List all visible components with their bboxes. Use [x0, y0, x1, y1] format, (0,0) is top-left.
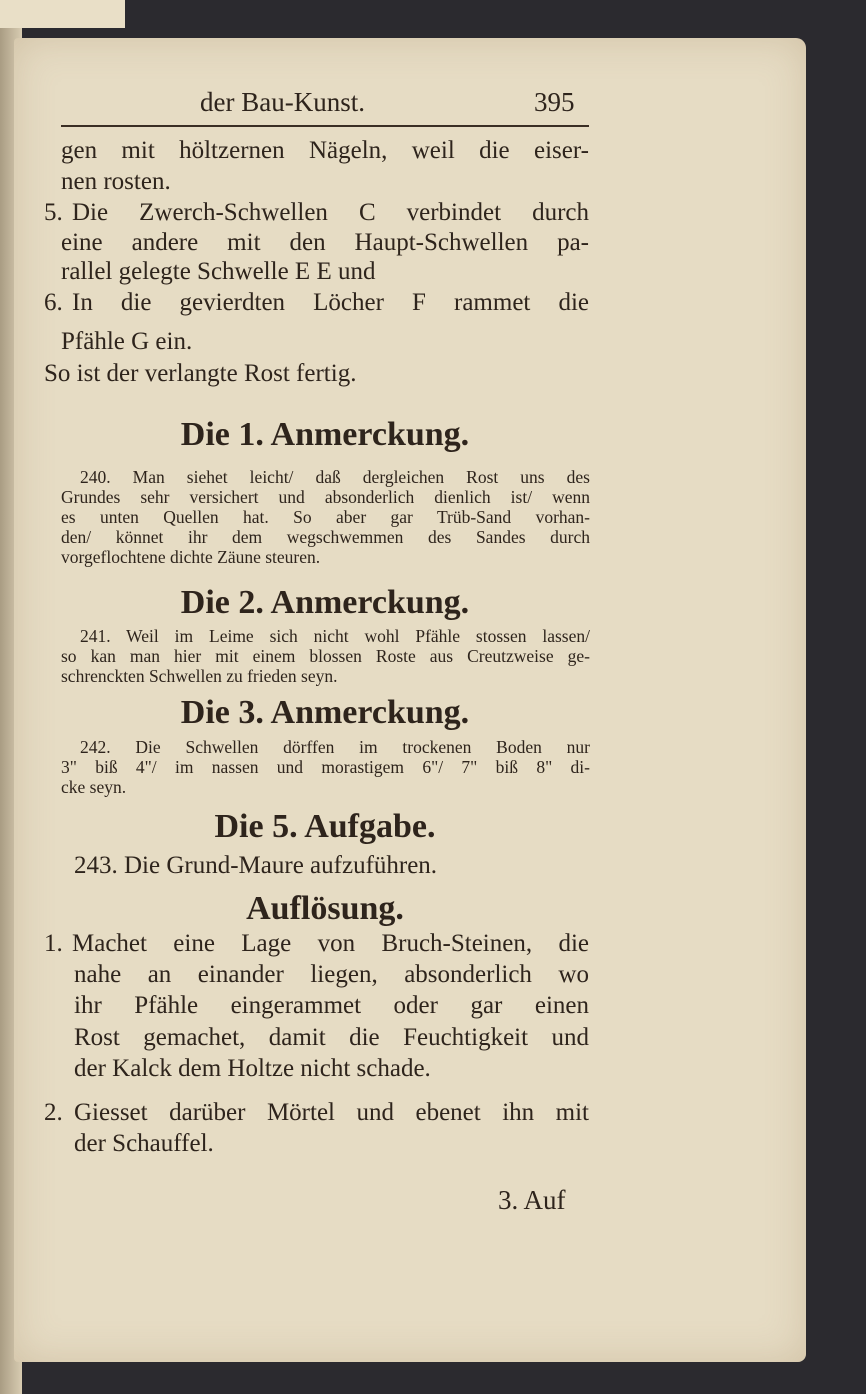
text-line: ihr Pfähle eingerammet oder gar einen	[74, 992, 589, 1019]
text-line: 241. Weil im Leime sich nicht wohl Pfähle stossen lassen/	[80, 626, 590, 646]
item-number: 2.	[44, 1099, 63, 1126]
task-statement: 243. Die Grund-Maure aufzuführen.	[74, 852, 438, 879]
text-line: es unten Quellen hat. So aber gar Trüb-Sand vorhan-	[61, 507, 590, 527]
text-line: rallel gelegte Schwelle E E und	[61, 258, 376, 285]
text-line: 240. Man siehet leicht/ daß dergleichen Rost uns des	[80, 467, 590, 487]
text-line: eine andere mit den Haupt-Schwellen pa-	[61, 229, 589, 256]
text-line: Machet eine Lage von Bruch-Steinen, die	[72, 930, 589, 957]
text-line: 242. Die Schwellen dörffen im trockenen Boden nur	[80, 737, 590, 757]
text-line: vorgeflochtene dichte Zäune steuren.	[61, 547, 321, 567]
text-line: gen mit höltzernen Nägeln, weil die eiser-	[61, 137, 589, 164]
section-heading: Die 2. Anmerckung.	[180, 584, 470, 621]
item-number: 1.	[44, 930, 63, 957]
section-heading: Die 1. Anmerckung.	[180, 416, 470, 453]
text-line: nen rosten.	[61, 168, 171, 195]
text-line: Rost gemachet, damit die Feuchtigkeit und	[74, 1024, 589, 1051]
running-title: der Bau-Kunst.	[200, 87, 365, 117]
section-heading: Die 5. Aufgabe.	[214, 808, 436, 845]
text-line: cke seyn.	[61, 777, 127, 797]
text-line: 3" biß 4"/ im nassen und morastigem 6"/ 7" biß 8" di-	[61, 757, 590, 777]
section-heading: Die 3. Anmerckung.	[180, 694, 470, 731]
text-line: Pfähle G ein.	[61, 328, 193, 355]
text-line: so kan man hier mit einem blossen Roste aus Creutzweise ge-	[61, 646, 590, 666]
text-line: In die gevierdten Löcher F rammet die	[72, 289, 589, 316]
text-line: So ist der verlangte Rost fertig.	[44, 360, 357, 387]
text-line: schrenckten Schwellen zu frieden seyn.	[61, 666, 338, 686]
text-line: Grundes sehr versichert und absonderlich dienlich ist/ wenn	[61, 487, 590, 507]
section-heading: Auflösung.	[246, 890, 404, 927]
text-line: Giesset darüber Mörtel und ebenet ihn mit	[74, 1099, 589, 1126]
text-line: den/ könnet ihr dem wegschwemmen des Sandes durch	[61, 527, 590, 547]
text-line: Die Zwerch-Schwellen C verbindet durch	[72, 199, 589, 226]
item-number: 6.	[44, 289, 63, 316]
text-line: nahe an einander liegen, absonderlich wo	[74, 961, 589, 988]
text-line: der Schauffel.	[74, 1130, 214, 1157]
text-line: der Kalck dem Holtze nicht schade.	[74, 1055, 431, 1082]
item-number: 5.	[44, 199, 63, 226]
header-rule	[61, 125, 589, 127]
page-number: 395	[534, 87, 575, 117]
catchword: 3. Auf	[498, 1185, 566, 1215]
page-tab	[0, 0, 125, 28]
